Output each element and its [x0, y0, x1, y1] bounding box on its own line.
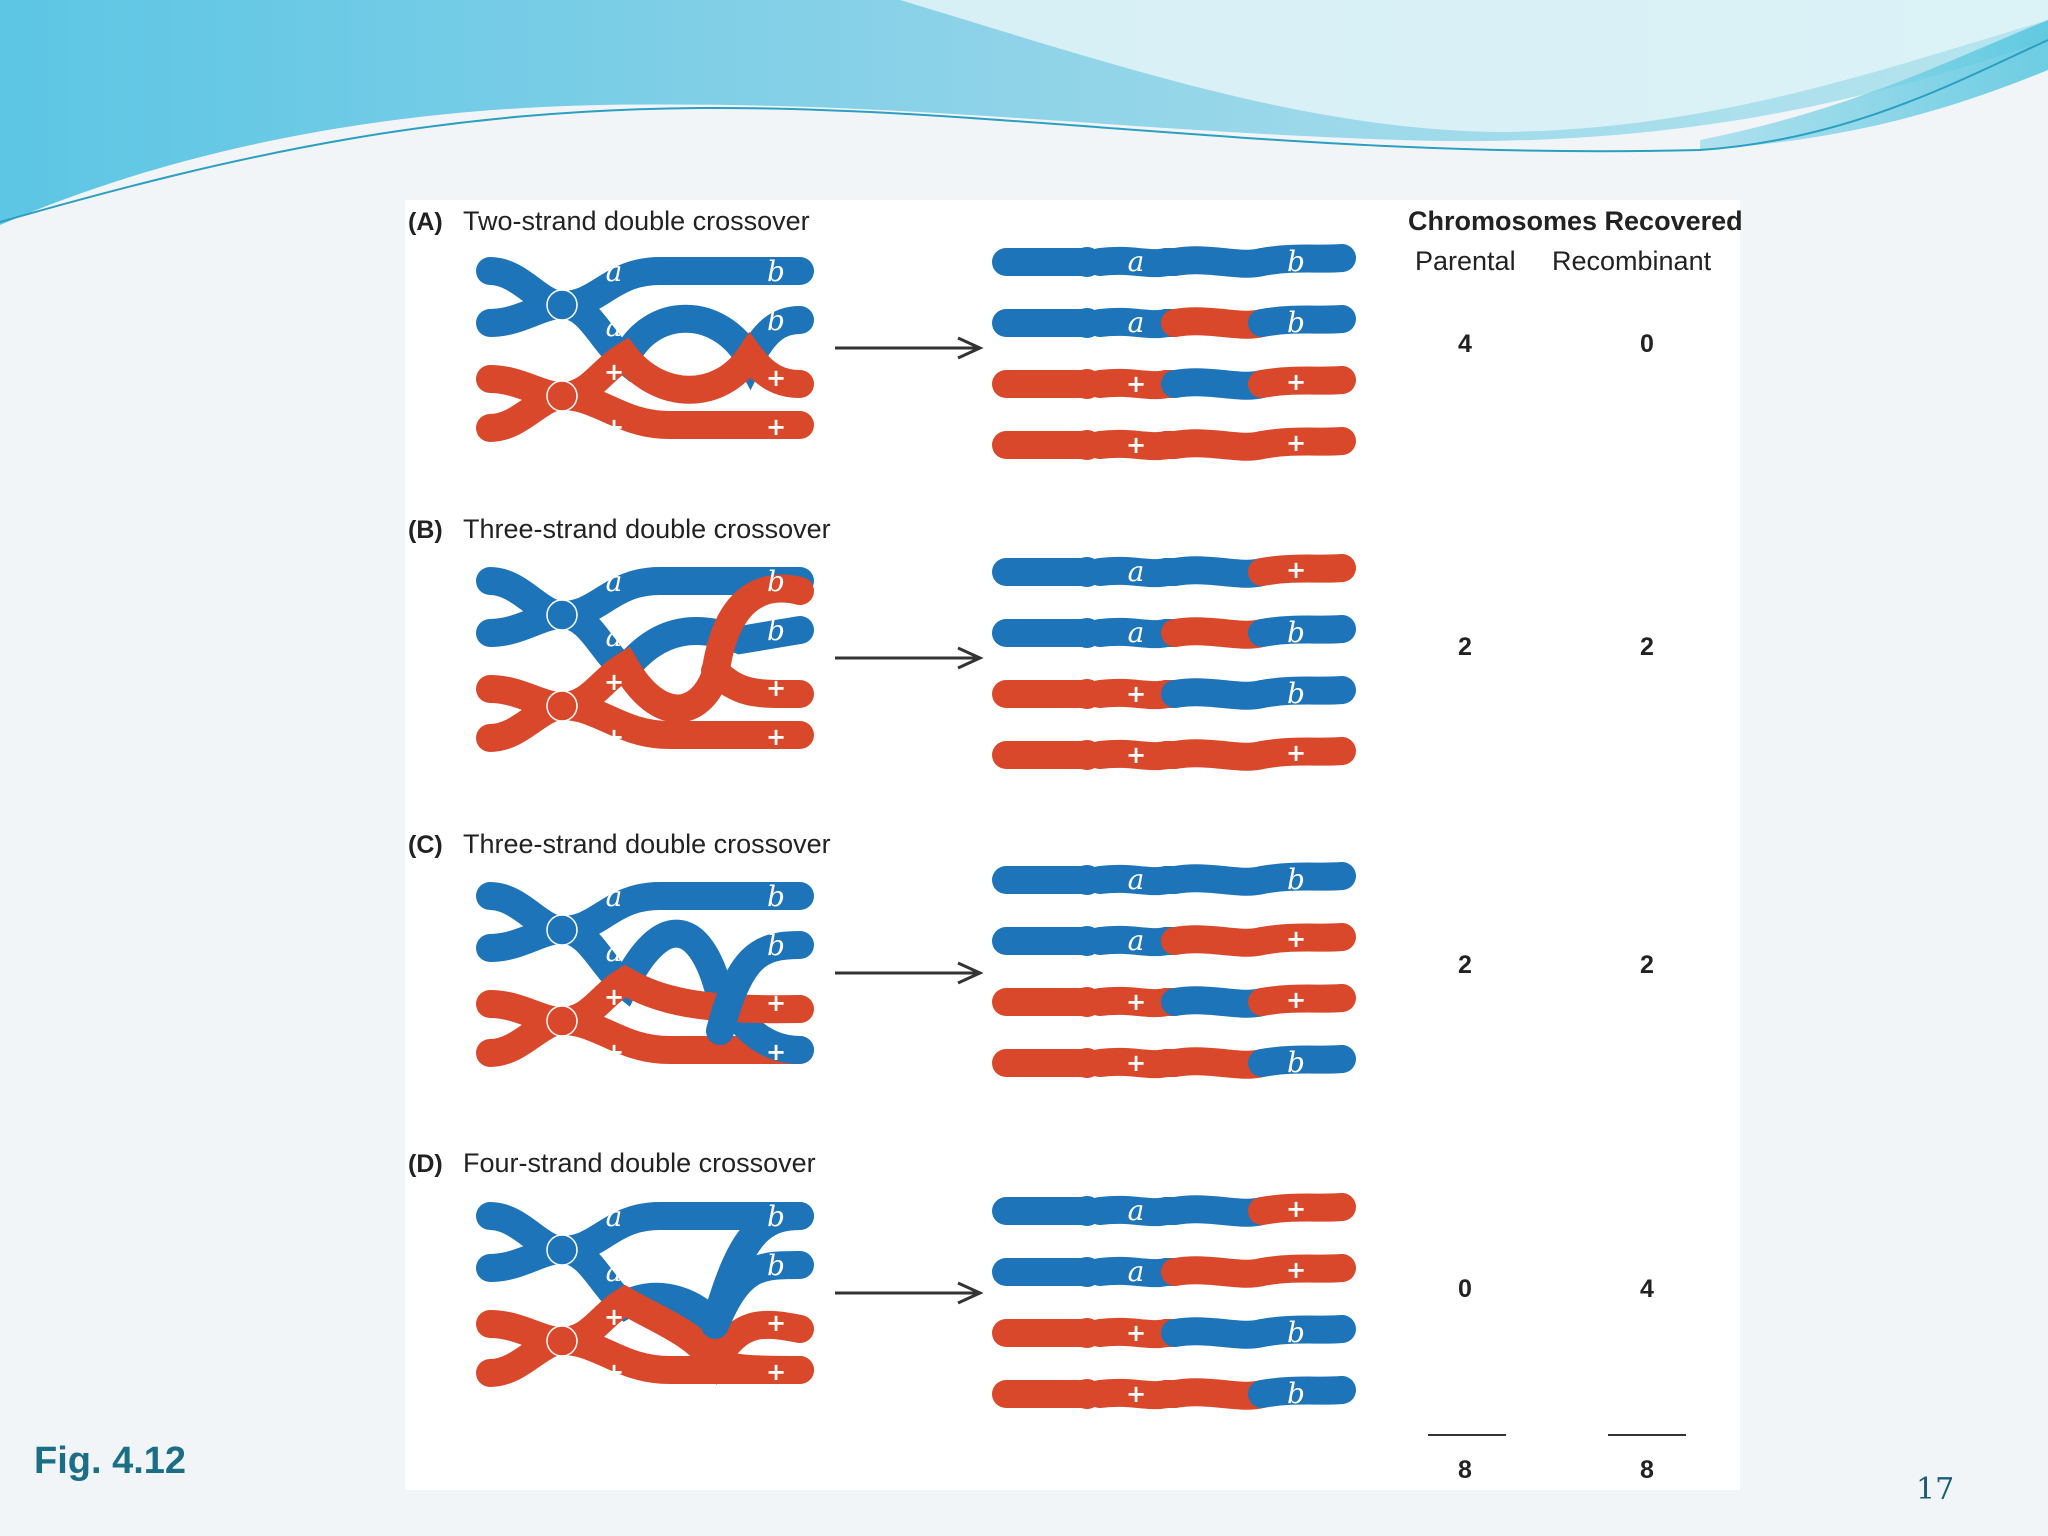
gene-left-label: + [1125, 741, 1147, 769]
gene-left-label: + [1125, 370, 1147, 398]
centromere-red [547, 381, 577, 411]
gene-plus-label: + [765, 723, 787, 751]
gene-b-label: b [767, 929, 785, 962]
red-crossover-loop [562, 356, 800, 396]
recovered-chromosome [1006, 429, 1342, 460]
gene-left-label: + [1125, 1319, 1147, 1347]
centromere-red [547, 691, 577, 721]
gene-left-label: a [1127, 1194, 1145, 1227]
recombinant-column-heading: Recombinant [1552, 246, 1712, 276]
gene-a-label: a [605, 1200, 623, 1233]
recovered-chromosome [1006, 863, 1342, 896]
gene-plus-label: + [765, 674, 787, 702]
gene-plus-label: + [603, 413, 625, 441]
centromere [1072, 1048, 1102, 1078]
centromere [1072, 618, 1102, 648]
panel-d-title: Four-strand double crossover [463, 1148, 816, 1178]
centromere [1072, 369, 1102, 399]
gene-right-label: + [1285, 368, 1307, 396]
gene-right-label: b [1287, 1377, 1305, 1410]
gene-b-label: b [767, 255, 785, 288]
recovered-chromosome [1006, 368, 1342, 399]
gene-right-label: b [1287, 306, 1305, 339]
centromere [1072, 247, 1102, 277]
panel-d-parental-count: 0 [1458, 1275, 1472, 1303]
gene-left-label: + [1125, 988, 1147, 1016]
panel-c-letter: (C) [408, 831, 443, 859]
recovered-chromosome [1006, 1255, 1342, 1288]
recombinant-total-rule [1608, 1434, 1686, 1436]
gene-left-label: + [1125, 431, 1147, 459]
parental-column-heading: Parental [1415, 246, 1516, 276]
gene-plus-label: + [765, 413, 787, 441]
centromere-blue [547, 915, 577, 945]
gene-plus-label: + [765, 1038, 787, 1066]
panel-d-diagram [490, 1194, 1342, 1410]
panel-c-diagram [490, 863, 1342, 1079]
gene-b-label: b [767, 614, 785, 647]
gene-plus-label: + [603, 1303, 625, 1331]
gene-right-label: + [1285, 429, 1307, 457]
panel-d-recombinant-count: 4 [1640, 1275, 1654, 1303]
recovered-chromosome [1006, 616, 1342, 649]
panel-c-recombinant-count: 2 [1640, 951, 1654, 979]
gene-plus-label: + [765, 1358, 787, 1386]
recovered-chromosome [1006, 986, 1342, 1017]
gene-a-label: a [605, 255, 623, 288]
centromere [1072, 740, 1102, 770]
gene-b-label: b [767, 880, 785, 913]
gene-a-label: a [605, 935, 623, 968]
chromosomes-recovered-heading: Chromosomes Recovered [1408, 206, 1743, 236]
gene-right-label: + [1285, 739, 1307, 767]
panel-a-parental-count: 4 [1458, 330, 1472, 358]
gene-left-label: a [1127, 555, 1145, 588]
gene-plus-label: + [603, 668, 625, 696]
panel-b-recombinant-count: 2 [1640, 633, 1654, 661]
parental-total-rule [1428, 1434, 1506, 1436]
gene-right-label: b [1287, 863, 1305, 896]
centromere-red [547, 1006, 577, 1036]
gene-right-label: + [1285, 556, 1307, 584]
gene-plus-label: + [765, 364, 787, 392]
gene-right-label: b [1287, 677, 1305, 710]
recovered-chromosome [1006, 739, 1342, 770]
gene-left-label: a [1127, 616, 1145, 649]
panel-d-letter: (D) [408, 1150, 443, 1178]
gene-plus-label: + [603, 723, 625, 751]
centromere-blue [547, 1235, 577, 1265]
panel-a-letter: (A) [408, 208, 443, 236]
centromere [1072, 987, 1102, 1017]
page-number: 17 [1916, 1472, 1955, 1507]
gene-right-label: + [1285, 986, 1307, 1014]
gene-right-label: + [1285, 1195, 1307, 1223]
gene-left-label: a [1127, 245, 1145, 278]
gene-plus-label: + [603, 358, 625, 386]
gene-right-label: b [1287, 616, 1305, 649]
gene-left-label: a [1127, 863, 1145, 896]
centromere-blue [547, 600, 577, 630]
panel-b-diagram [490, 555, 1342, 770]
centromere [1072, 1318, 1102, 1348]
gene-a-label: a [605, 880, 623, 913]
gene-a-label: a [605, 310, 623, 343]
recombinant-total: 8 [1640, 1456, 1654, 1484]
panel-b-title: Three-strand double crossover [463, 514, 831, 544]
blue-crossover-path [562, 615, 800, 670]
centromere [1072, 1257, 1102, 1287]
gene-right-label: b [1287, 1316, 1305, 1349]
gene-right-label: b [1287, 1046, 1305, 1079]
gene-plus-label: + [603, 1038, 625, 1066]
centromere [1072, 430, 1102, 460]
gene-left-label: a [1127, 924, 1145, 957]
gene-left-label: a [1127, 1255, 1145, 1288]
red-crossover-tail [715, 1361, 800, 1370]
gene-a-label: a [605, 565, 623, 598]
recovered-chromosome [1006, 1194, 1342, 1227]
recovered-chromosome [1006, 677, 1342, 710]
panel-b-parental-count: 2 [1458, 633, 1472, 661]
gene-plus-label: + [603, 1358, 625, 1386]
gene-plus-label: + [765, 1309, 787, 1337]
centromere [1072, 1196, 1102, 1226]
gene-b-label: b [767, 304, 785, 337]
gene-plus-label: + [603, 983, 625, 1011]
red-crossover-path [562, 981, 800, 1021]
panel-a-recombinant-count: 0 [1640, 330, 1654, 358]
recovered-chromosome [1006, 306, 1342, 339]
gene-a-label: a [605, 620, 623, 653]
centromere-blue [547, 290, 577, 320]
gene-left-label: + [1125, 680, 1147, 708]
panel-a-title: Two-strand double crossover [463, 206, 810, 236]
recovered-chromosome [1006, 1046, 1342, 1079]
centromere [1072, 679, 1102, 709]
gene-right-label: + [1285, 1256, 1307, 1284]
gene-left-label: a [1127, 306, 1145, 339]
red-chromatid-2 [490, 396, 800, 428]
red-crossover-tail [715, 671, 800, 694]
gene-plus-label: + [765, 989, 787, 1017]
recovered-chromosome [1006, 1316, 1342, 1349]
panel-c-title: Three-strand double crossover [463, 829, 831, 859]
recovered-chromosome [1006, 924, 1342, 957]
gene-right-label: + [1285, 925, 1307, 953]
gene-left-label: + [1125, 1049, 1147, 1077]
recovered-chromosome [1006, 245, 1342, 278]
panel-c-parental-count: 2 [1458, 951, 1472, 979]
gene-a-label: a [605, 1255, 623, 1288]
recovered-chromosome [1006, 1377, 1342, 1410]
panel-a-diagram [490, 245, 1342, 460]
gene-b-label: b [767, 1200, 785, 1233]
centromere [1072, 1379, 1102, 1409]
centromere-red [547, 1326, 577, 1356]
figure-label: Fig. 4.12 [34, 1440, 187, 1482]
gene-left-label: + [1125, 1380, 1147, 1408]
parental-total: 8 [1458, 1456, 1472, 1484]
panel-b-letter: (B) [408, 516, 443, 544]
recovered-chromosome [1006, 555, 1342, 588]
centromere [1072, 557, 1102, 587]
centromere [1072, 865, 1102, 895]
gene-right-label: b [1287, 245, 1305, 278]
gene-b-label: b [767, 1249, 785, 1282]
centromere [1072, 308, 1102, 338]
centromere [1072, 926, 1102, 956]
gene-b-label: b [767, 565, 785, 598]
